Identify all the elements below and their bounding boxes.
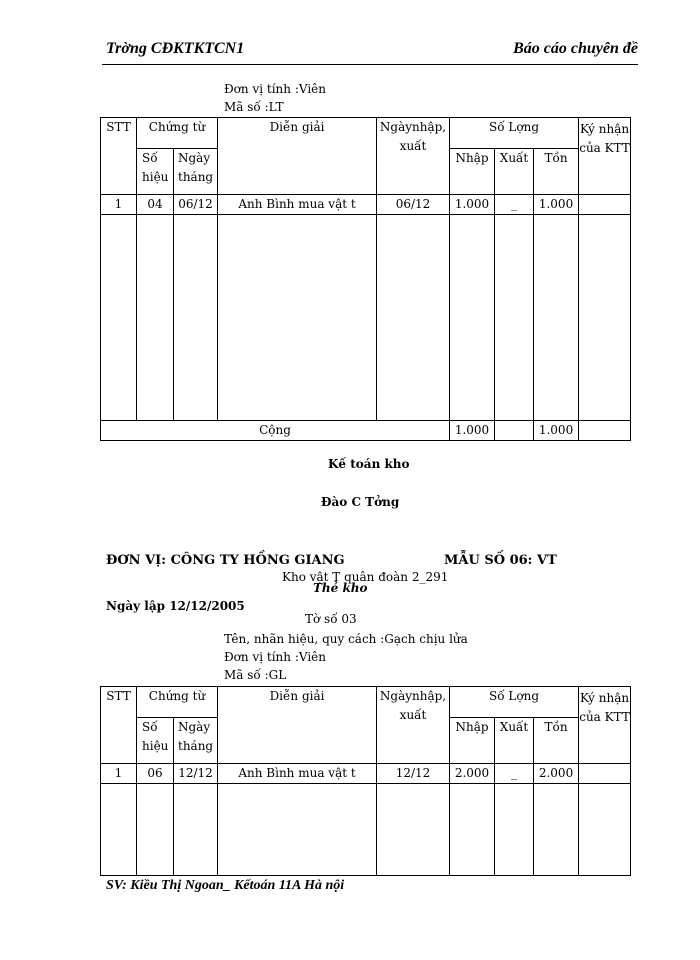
card-title: Thẻ kho — [313, 581, 368, 595]
item-name: Tên, nhãn hiệu, quy cách :Gạch chịu lửa — [224, 632, 468, 646]
org-name: ĐƠN VỊ: CÔNG TY HỒNG GIANG — [106, 553, 345, 568]
col-out: Xuất — [495, 149, 534, 195]
row-voucher-date: 06/12 — [174, 195, 218, 215]
signature-name: Đào C Tởng — [321, 495, 400, 509]
total-in: 1.000 — [450, 421, 495, 441]
col-stt: STT — [101, 687, 137, 764]
col-sign: Ký nhận của KTT — [579, 687, 631, 764]
row-sign — [579, 764, 631, 784]
row-sign — [579, 195, 631, 215]
col-voucher: Chứng từ — [137, 118, 218, 149]
col-quantity: Số Lợng — [450, 118, 579, 149]
row-io-date: 12/12 — [377, 764, 450, 784]
col-sign: Ký nhận của KTT — [579, 118, 631, 195]
col-voucher-date: Ngày tháng — [174, 149, 218, 195]
col-voucher-no: Số hiệu — [137, 149, 174, 195]
row-stt: 1 — [101, 764, 137, 784]
date-created: Ngày lập 12/12/2005 — [106, 599, 245, 613]
row-balance: 1.000 — [534, 195, 579, 215]
sheet-number: Tờ số 03 — [305, 612, 357, 626]
row-in: 1.000 — [450, 195, 495, 215]
col-quantity: Số Lợng — [450, 687, 579, 718]
signature-title: Kế toán kho — [328, 457, 410, 471]
col-balance: Tồn — [534, 718, 579, 764]
col-description: Diễn giải — [218, 687, 377, 764]
card1-code: Mã số :LT — [224, 100, 284, 114]
total-balance: 1.000 — [534, 421, 579, 441]
row-description: Anh Bình mua vật t — [218, 764, 377, 784]
row-voucher-date: 12/12 — [174, 764, 218, 784]
table-row — [101, 764, 631, 784]
header-school: Trờng CĐKTKTCN1 — [106, 40, 245, 57]
col-voucher-date: Ngày tháng — [174, 718, 218, 764]
col-description: Diễn giải — [218, 118, 377, 195]
stock-card-table-2 — [100, 686, 631, 876]
col-io-date: Ngàynhập, xuất — [377, 687, 450, 764]
col-in: Nhập — [450, 718, 495, 764]
row-stt: 1 — [101, 195, 137, 215]
table-row-empty — [101, 784, 631, 876]
col-voucher-no: Số hiệu — [137, 718, 174, 764]
row-voucher-no: 06 — [137, 764, 174, 784]
header-rule — [102, 64, 638, 65]
row-out: _ — [495, 195, 534, 215]
row-balance: 2.000 — [534, 764, 579, 784]
footer-rule — [102, 875, 604, 876]
row-description: Anh Bình mua vật t — [218, 195, 377, 215]
col-stt: STT — [101, 118, 137, 195]
total-label: Cộng — [101, 421, 450, 441]
col-io-date: Ngàynhập, xuất — [377, 118, 450, 195]
col-out: Xuất — [495, 718, 534, 764]
table-row — [101, 195, 631, 215]
header-report-title: Báo cáo chuyên đề — [513, 40, 638, 57]
row-out: _ — [495, 764, 534, 784]
col-balance: Tồn — [534, 149, 579, 195]
warehouse-name: Kho vật T quân đoàn 2_291 — [282, 570, 449, 584]
table-total-row — [101, 421, 631, 441]
card2-unit: Đơn vị tính :Viên — [224, 650, 326, 664]
form-number: MẪU SỐ 06: VT — [444, 553, 557, 568]
card2-code: Mã số :GL — [224, 668, 287, 682]
card1-unit: Đơn vị tính :Viên — [224, 82, 326, 96]
row-in: 2.000 — [450, 764, 495, 784]
row-io-date: 06/12 — [377, 195, 450, 215]
stock-card-table-1 — [100, 117, 631, 441]
col-in: Nhập — [450, 149, 495, 195]
table-row-empty — [101, 215, 631, 421]
footer-student: SV: Kiều Thị Ngoan_ Kếtoán 11A Hà nội — [106, 878, 345, 893]
col-voucher: Chứng từ — [137, 687, 218, 718]
row-voucher-no: 04 — [137, 195, 174, 215]
